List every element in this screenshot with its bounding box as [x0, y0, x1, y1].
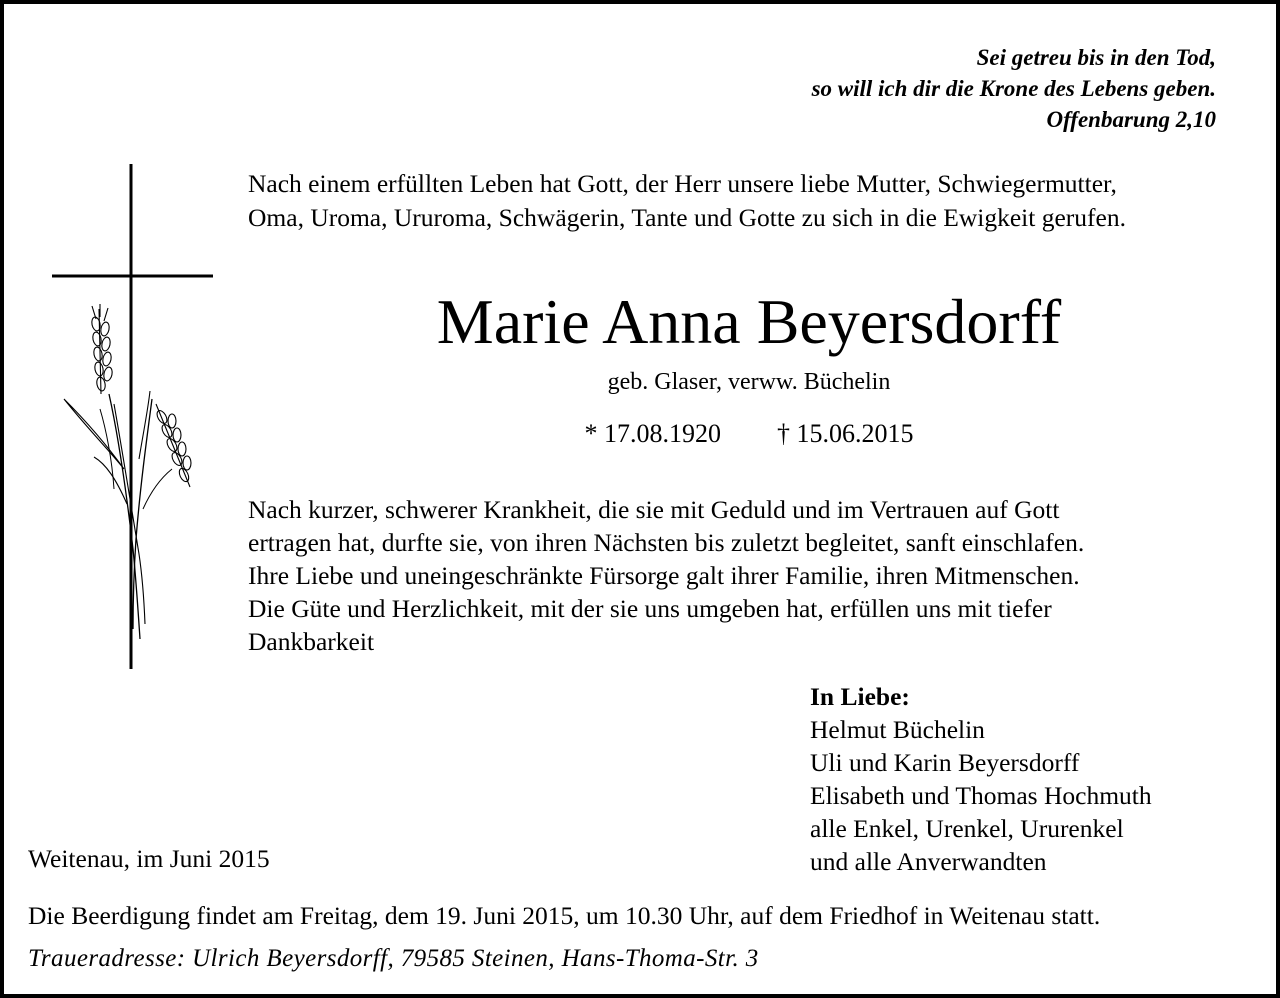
place-and-date: Weitenau, im Juni 2015 [28, 844, 270, 873]
bible-verse [812, 42, 1216, 135]
body-line: ertragen hat, durfte sie, von ihren Nächsten bis zuletzt begleitet, sanft einschlafen. [248, 528, 1085, 557]
verse-line-2: so will ich dir die Krone des Lebens geben. [811, 76, 1216, 101]
funeral-info: Die Beerdigung findet am Freitag, dem 19. Juni 2015, um 10.30 Uhr, auf dem Friedhof in Weitenau statt. [28, 901, 1101, 930]
verse-reference: Offenbarung 2,10 [1046, 107, 1216, 132]
mourner: Uli und Karin Beyersdorff [810, 748, 1080, 777]
deceased-name: Marie Anna Beyersdorff [436, 286, 1062, 357]
death-date: † 15.06.2015 [777, 419, 914, 448]
intro-line-2: Oma, Uroma, Ururoma, Schwägerin, Tante und Gotte zu sich in die Ewigkeit gerufen. [248, 203, 1126, 232]
birth-date: * 17.08.1920 [584, 419, 721, 448]
intro-text [248, 167, 1126, 235]
body-text [248, 493, 1084, 658]
body-line: Die Güte und Herzlichkeit, mit der sie uns umgeben hat, erfüllen uns mit tiefer [248, 594, 1052, 623]
mourner: Elisabeth und Thomas Hochmuth [810, 781, 1152, 810]
mourner: und alle Anverwandten [810, 847, 1047, 876]
body-line: Ihre Liebe und uneingeschränkte Fürsorge galt ihrer Familie, ihren Mitmenschen. [248, 561, 1080, 590]
intro-line-1: Nach einem erfüllten Leben hat Gott, der Herr unsere liebe Mutter, Schwiegermutter, [248, 169, 1117, 198]
mourner: Helmut Büchelin [810, 715, 985, 744]
mourners-list [810, 680, 1152, 878]
verse-line-1: Sei getreu bis in den Tod, [976, 45, 1216, 70]
mourner: alle Enkel, Urenkel, Ururenkel [810, 814, 1124, 843]
body-line: Dankbarkeit [248, 627, 375, 656]
mourners-heading: In Liebe: [810, 682, 910, 711]
life-dates [4, 417, 1280, 451]
body-line: Nach kurzer, schwerer Krankheit, die sie mit Geduld und im Vertrauen auf Gott [248, 495, 1060, 524]
maiden-name-line: geb. Glaser, verww. Büchelin [607, 369, 891, 395]
mourning-address: Traueradresse: Ulrich Beyersdorff, 79585 Steinen, Hans-Thoma-Str. 3 [28, 945, 759, 972]
